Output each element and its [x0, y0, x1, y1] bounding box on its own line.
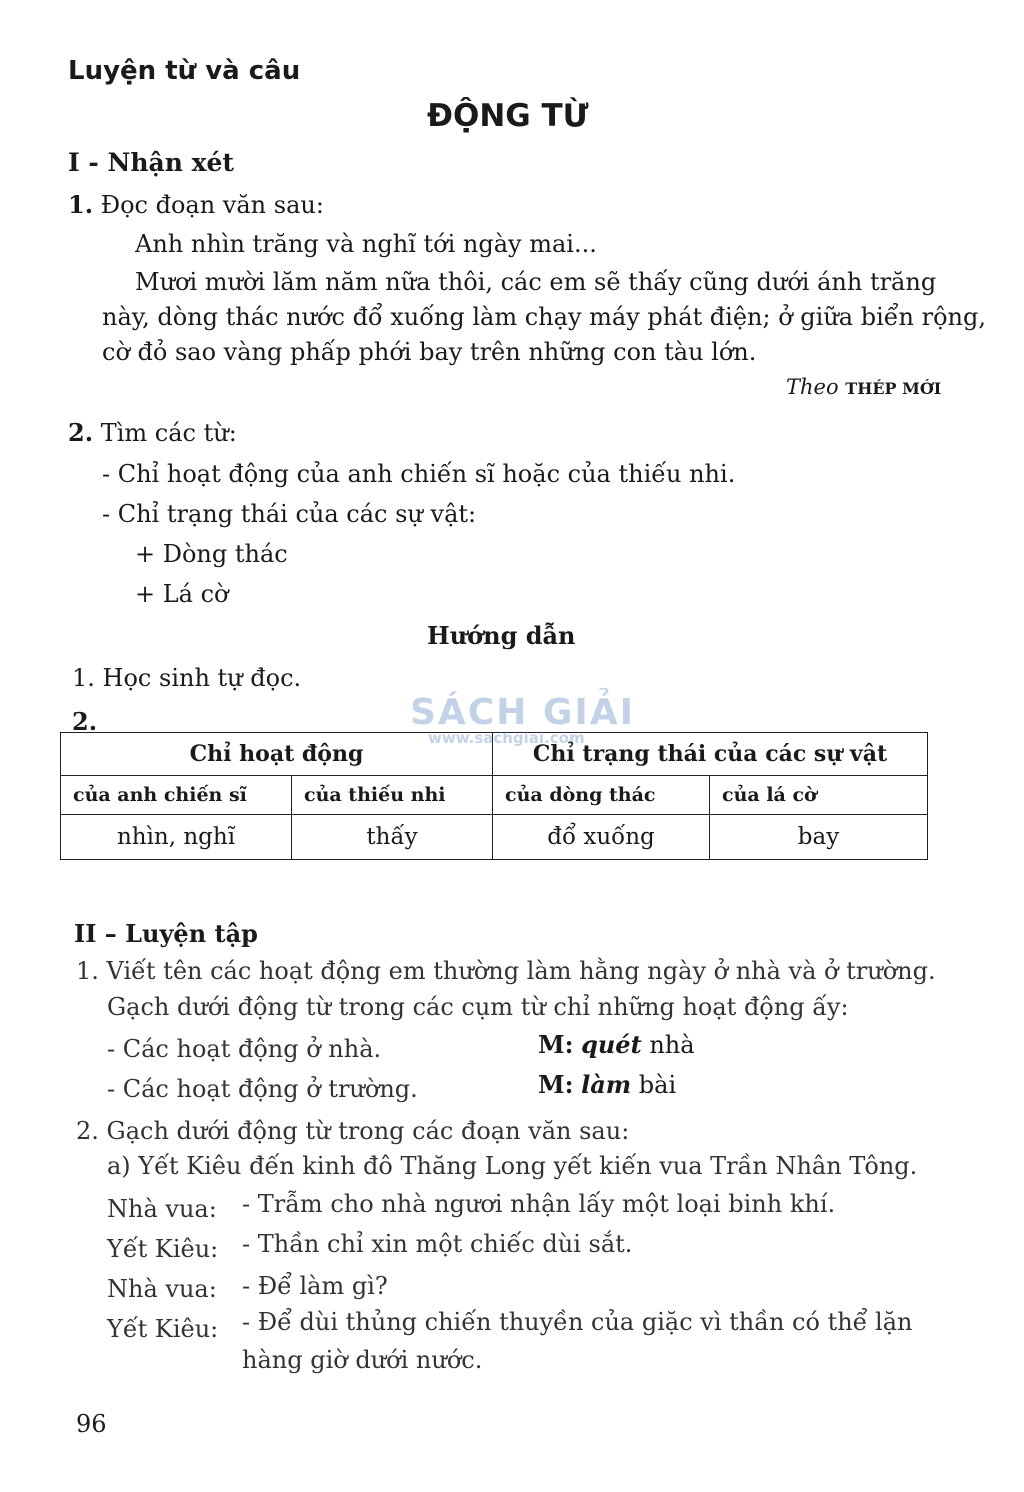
dialogue-speaker: Yết Kiêu: — [107, 1315, 219, 1343]
question-1 — [68, 190, 324, 219]
exercise-2 — [76, 1117, 629, 1145]
passage-line-3: này, dòng thác nước đổ xuống làm chạy máy phát điện; ở giữa biển rộng, — [102, 303, 986, 331]
question-2-subitem: + Dòng thác — [135, 540, 288, 568]
table-cell: bay — [710, 815, 928, 860]
question-2-item: - Chỉ trạng thái của các sự vật: — [102, 500, 477, 528]
table-cell: thấy — [292, 815, 493, 860]
example-marker: M: — [538, 1030, 574, 1059]
dialogue-line: - Trẫm cho nhà ngươi nhận lấy một loại binh khí. — [242, 1190, 836, 1218]
page-number: 96 — [76, 1410, 107, 1438]
section-label: Luyện từ và câu — [68, 56, 301, 86]
source-author: THÉP MỚI — [845, 379, 942, 398]
answer-1-text: Học sinh tự đọc. — [102, 664, 302, 692]
watermark-brand: SÁCH GIẢI — [410, 692, 636, 733]
example-marker: M: — [538, 1070, 574, 1099]
table-group-header: Chỉ hoạt động — [61, 733, 493, 776]
exercise-1-item: - Các hoạt động ở nhà. — [107, 1035, 382, 1063]
passage-line-4: cờ đỏ sao vàng phấp phới bay trên những con tàu lớn. — [102, 338, 757, 366]
question-2-number: 2. — [68, 418, 94, 447]
question-1-number: 1. — [68, 190, 94, 219]
part2-heading: II – Luyện tập — [74, 919, 258, 948]
table-cell: đổ xuống — [493, 815, 710, 860]
exercise-2-number: 2. — [76, 1117, 99, 1145]
table-column-header: của dòng thác — [493, 776, 710, 815]
answer-2-number: 2. — [72, 707, 98, 736]
source-prefix: Theo — [786, 375, 839, 399]
table-column-header: của thiếu nhi — [292, 776, 493, 815]
exercise-1-number: 1. — [76, 957, 99, 985]
dialogue-continuation: hàng giờ dưới nước. — [242, 1346, 483, 1374]
dialogue-line: - Để dùi thủng chiến thuyền của giặc vì thần có thể lặn — [242, 1308, 913, 1336]
exercise-1-example — [538, 1030, 695, 1059]
table-group-header: Chỉ trạng thái của các sự vật — [493, 733, 928, 776]
question-2-item: - Chỉ hoạt động của anh chiến sĩ hoặc của thiếu nhi. — [102, 460, 736, 488]
exercise-1 — [76, 957, 936, 985]
watermark-url: www.sachgiai.com — [428, 729, 585, 747]
answer-1 — [72, 664, 301, 692]
dialogue-line: - Thần chỉ xin một chiếc dùi sắt. — [242, 1230, 633, 1258]
table-column-header: của anh chiến sĩ — [61, 776, 292, 815]
question-2-text: Tìm các từ: — [100, 419, 237, 447]
exercise-1-line1: Viết tên các hoạt động em thường làm hằng ngày ở nhà và ở trường. — [106, 957, 936, 985]
dialogue-speaker: Yết Kiêu: — [107, 1235, 219, 1263]
answer-table — [60, 732, 928, 860]
dialogue-speaker: Nhà vua: — [107, 1275, 217, 1303]
passage-line-1: Anh nhìn trăng và nghĩ tới ngày mai... — [135, 230, 597, 258]
question-1-text: Đọc đoạn văn sau: — [100, 191, 324, 219]
exercise-1-example — [538, 1070, 676, 1099]
exercise-2-text: Gạch dưới động từ trong các đoạn văn sau: — [106, 1117, 630, 1145]
exercise-2-a-line: a) Yết Kiêu đến kinh đô Thăng Long yết kiến vua Trần Nhân Tông. — [107, 1152, 918, 1180]
example-rest: bài — [638, 1071, 677, 1099]
watermark — [410, 692, 635, 747]
table-cell: nhìn, nghĩ — [61, 815, 292, 860]
example-verb: quét — [581, 1030, 642, 1059]
example-rest: nhà — [649, 1031, 695, 1059]
question-2-subitem: + Lá cờ — [135, 580, 229, 608]
exercise-1-item: - Các hoạt động ở trường. — [107, 1075, 418, 1103]
page-title: ĐỘNG TỪ — [427, 98, 589, 134]
question-2 — [68, 418, 237, 447]
exercise-1-line2: Gạch dưới động từ trong các cụm từ chỉ những hoạt động ấy: — [107, 993, 849, 1021]
passage-line-2: Mươi mười lăm năm nữa thôi, các em sẽ thấy cũng dưới ánh trăng — [135, 268, 937, 296]
source-citation — [786, 375, 941, 399]
answer-1-number: 1. — [72, 664, 95, 692]
dialogue-speaker: Nhà vua: — [107, 1195, 217, 1223]
table-column-header: của lá cờ — [710, 776, 928, 815]
example-verb: làm — [581, 1070, 632, 1099]
part1-heading: I - Nhận xét — [68, 148, 234, 177]
guide-heading: Hướng dẫn — [427, 621, 576, 650]
dialogue-line: - Để làm gì? — [242, 1272, 388, 1300]
